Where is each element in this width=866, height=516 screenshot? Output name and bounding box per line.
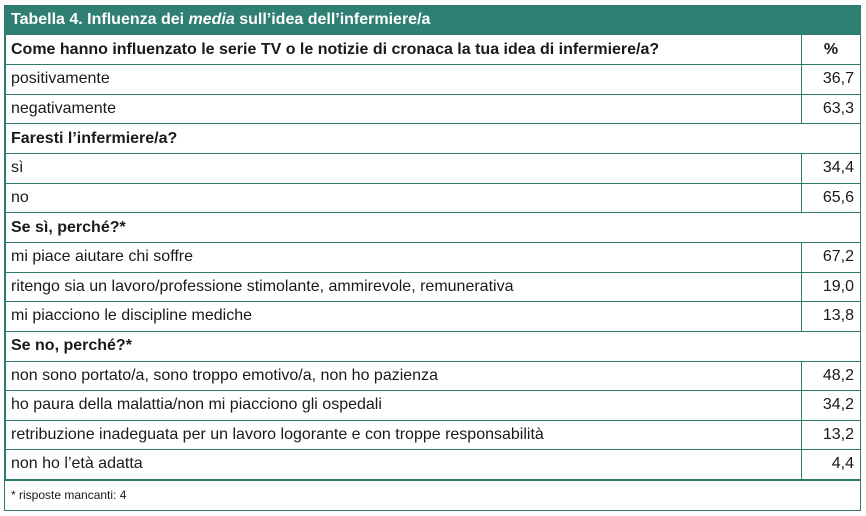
table-row [6,450,861,480]
table-title-prefix: Tabella 4. Influenza dei [11,11,189,28]
row-value: 67,2 [802,243,861,273]
table-row [6,272,861,302]
row-value: 34,4 [802,154,861,184]
table-title [5,6,860,34]
row-label: mi piacciono le discipline mediche [6,302,802,332]
row-label: no [6,183,802,213]
section-question: Faresti l’infermiere/a? [6,124,861,154]
row-value: 19,0 [802,272,861,302]
table-row [6,361,861,391]
row-label: sì [6,154,802,184]
row-value: 34,2 [802,391,861,421]
row-label: non ho l’età adatta [6,450,802,480]
row-value: 48,2 [802,361,861,391]
percent-column-header: % [802,35,861,65]
table-row [6,94,861,124]
row-value: 36,7 [802,65,861,95]
table-row [6,154,861,184]
table-row [6,65,861,95]
table-row [6,243,861,273]
row-label: retribuzione inadeguata per un lavoro logorante e con troppe responsabilità [6,420,802,450]
row-value: 4,4 [802,450,861,480]
table-row [6,183,861,213]
table-row [6,302,861,332]
row-label: mi piace aiutare chi soffre [6,243,802,273]
row-label: ritengo sia un lavoro/professione stimolante, ammirevole, remunerativa [6,272,802,302]
section-header-row [6,213,861,243]
row-value: 13,8 [802,302,861,332]
row-label: non sono portato/a, sono troppo emotivo/a, non ho pazienza [6,361,802,391]
section-header-row [6,35,861,65]
row-label: ho paura della malattia/non mi piacciono gli ospedali [6,391,802,421]
section-header-row [6,331,861,361]
footnote: * risposte mancanti: 4 [5,480,860,509]
row-label: negativamente [6,94,802,124]
section-question: Se sì, perché?* [6,213,861,243]
row-value: 65,6 [802,183,861,213]
section-header-row [6,124,861,154]
table-row [6,420,861,450]
section-question: Se no, perché?* [6,331,861,361]
table-row [6,391,861,421]
row-value: 63,3 [802,94,861,124]
data-table-container [4,5,861,511]
row-value: 13,2 [802,420,861,450]
section-question: Come hanno influenzato le serie TV o le notizie di cronaca la tua idea di infermiere/a? [6,35,802,65]
table-title-suffix: sull’idea dell’infermiere/a [234,11,431,28]
table-title-emphasis: media [188,11,235,28]
survey-table [5,34,861,480]
row-label: positivamente [6,65,802,95]
